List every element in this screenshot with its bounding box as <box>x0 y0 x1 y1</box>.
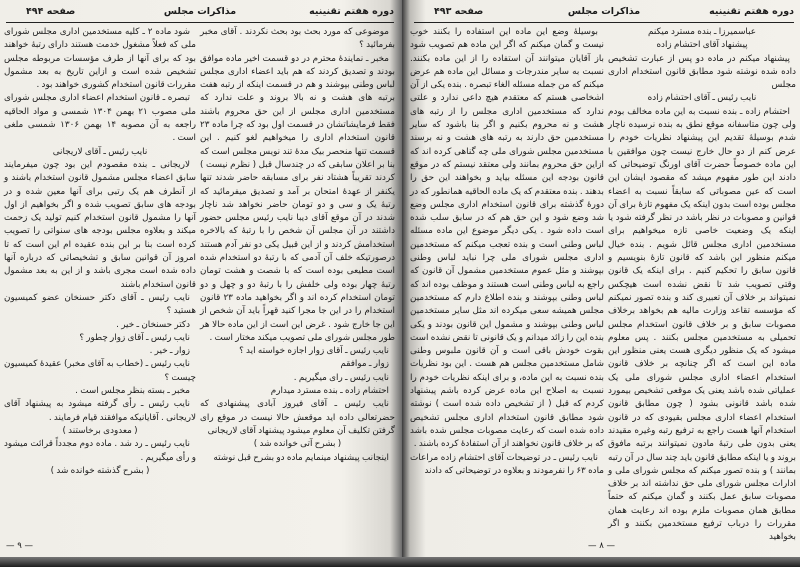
page-header <box>414 3 794 23</box>
speaker-line: عباسمیرزا ـ بنده مسترد میکنم <box>647 27 757 37</box>
speaker-line: نایب رئیس ـ رای میگیریم . <box>293 372 389 383</box>
paragraph: اینجانب پیشنهاد مینمایم ماده دو بشرح قبل نوشته <box>213 452 389 463</box>
running-title: مذاکرات مجلس <box>163 6 237 17</box>
page-number: صفحه ۴۹۳ <box>434 6 484 17</box>
scan-bottom-edge <box>0 557 800 567</box>
paragraph: لاریجانی ـ بنده مقصودم این بود چون میفرمایند سابق اعضاء مجلس مشمول قانون استخدام باشند و از آنطرف هم یک رتبی برای آنها معین شده و در بودجه های سابق تصویب شده و اگر بخواهیم از اول آنها را مشمول قانون استخدام کنیم تولید یک زحمت میکند و بعلاوه مجلس بودجه های سنواتی را تصویب کرده است بنا بر این بنده عقیده ام این است که تا امروز آن قوانین سابق و تشخیصاتی که درباره آنها داده شده است مجری باشد و از این به بعد مشمول قانون استخدام باشند <box>4 159 196 290</box>
text-column-right <box>200 26 395 465</box>
paragraph: نایب رئیس ـ در توضیحات آقای احتشام زاده مراعات ماده ۶۳ را نفرمودند و بعلاوه در توضیحاتی که دادند <box>410 452 604 476</box>
paragraph: بوسیلهٔ وضع این ماده این استفاده را بکنند خوب نیست و گمان میکنم که اگر این ماده هم تصویب شود باز آقایان میتوانند آن استفاده را از این ماده بکنند. نسبت به سایر مندرجات و مسائل این ماده هم عرض میکنم که من جمله مسئله الغاء تبصره . بنده یکی از آن اشخاصی هستم که معتقدم هیچ داعی ندارد و علتی ندارد که مستخدمین اداری مجلس را از رتبه های هشت و نه محروم بکنیم و اگر بنا باشود که سایر مستخدمین حق دارند به رتبه های هشت و نه برسند مستخدمین مجلس شورای ملی چه گناهی کرده اند که ازاین حق محروم بمانند ولی معتقد نیستم که در موقع قانون بودجه این مسئله بیاید و بخواهند این حق را بدهند . بنده معتقدم که یک ماده الحاقیه همانطور که در دورهٔ گذشته برای قانون استخدام اداری مجلس وضع شد وضع شود و این حق هم که در سابق سلب شده است داده شود . یکی دیگر موضوع این ماده مسئله لباس وطنی است و بنده تعجب میکنم که مستخدمین اداری مجلس شورای ملی چرا نباید لباس وطنی بپوشند و مثل عموم مستخدمین مشمول آن قانون که راجع به لباس وطنی است هستند و موظف بوده اند که لباس وطنی بپوشند و بنده اطلاع دارم که مستخدمین مجلس همیشه سعی میکرده اند مثل سایر مستخدمین لباس وطنی بپوشند و مشمول این قانون بودند و یکی بنده این را زائد میدانم و یک قانونی تا نقض نشده است بقوت خودش باقی است و آن قانون ملبوس وطنی شامل مستخدمین مجلس هم هست . این بود نظریات بنده نسبت به این ماده، و برای اینکه نظریات خودم را نسبت به اصلاح این ماده عرض کرده باشم پیشنهاد کردم که قبل ( از تشخیص داده شده است ) نوشته شود مطابق قانون استخدام اداری مجلس تشخیص داده شده است که رعایت مصوبات مجلس شده باشد که بر خلاف قانون نخواهند از آن استفادهٔ کرده باشند . <box>410 27 604 450</box>
speaker-line: نایب رئیس ـ آقای دکتر حسنخان عضو کمیسیون هستید ؟ <box>4 292 196 317</box>
speaker-line: مخبر ـ بسته بنظر مجلس است . <box>75 386 190 397</box>
page-footer-number: — ۸ — <box>588 541 615 551</box>
text-column-left <box>4 26 196 478</box>
page-header <box>6 3 394 23</box>
page-footer-number: — ۹ — <box>6 541 33 551</box>
text-column-left <box>410 26 604 478</box>
procedural-note: ( بشرح گذشته خوانده شد ) <box>50 465 150 476</box>
volume-label: دوره هفتم تقنینیه <box>309 6 394 17</box>
paragraph: موضوعی که مورد بحث بود بحث نکردند . آقای مخبر بفرمائید ؟ <box>200 27 395 51</box>
page-493 <box>402 0 800 557</box>
paragraph: احتشام زاده ـ بنده نسبت به این ماده مخالف بودم ولی چون متاسفانه موقع نطق به بنده نرسیده ناچار شدم بوسیلهٔ تقدیم این پیشنهاد نظریات خودم را عرض کنم از دو حال خارج نیست چون موافقین با این ماده خصوصاً حضرت آقای اورنگ توضیحاتی که دادند این طور مفهوم میشد که مقصود ایشان این است که عین مصوباتی که سابقاً نسبت به اعضاء مجلس بوده است بدون اینکه یک مفهوم تازهٔ برای آن قوانین و مصوبات در نظر باشد در نظر گرفته شود یا اینکه یک وضعیت خاصی تازه میخواهیم برای مستخدمین اداری مجلس قائل شویم . بنده خیال میکنم منظور این باشد که قانون تازهٔ بنویسیم و قانون سابق را تحکیم کنیم . برای اینکه یک قانون وقتی تصویب شد تا نقض نشده است هیچکس نمیتواند بر خلاف آن تعبیری کند و بنده تصور نمیکنم که مؤسسه تقاعد وزارت مالیه هم بخواهد برخلاف مصوبات سابق و بر خلاف قانون استخدام مجلس تحمیلی به مستخدمین مجلس بکنند . پس معلوم میشود که یک منظور دیگری هست یعنی منظور این ماده این است که اگر چنانچه بر خلاف قانون استخدام اعضاء اداری مجلس شورای ملی یک عملیاتی شده باشد یعنی یک موقعی تشخیص بیمورد شده باشد قانونی بشود ( چون مطابق قانون استخدام اعضاء اداری مجلس بقیودی که در قانون استخدام آنها هست راجع به ترفیع رتبه وغیره مقیدند یعنی بدون طی رتبهٔ مادون نمیتوانند برتبه مافوق بروند و یا اینکه مطابق قانون باید چند سال در آن رتبه بمانند ) و بنده تصور میکنم که مجلس شورای ملی و ادارات مجلس شورای ملی حق نداشته اند بر خلاف مصوبات سابق عمل بکنند و گمان میکنم که حتماً مطابق همان مصوبات ملزم بوده اند رعایت همان مقررات را درباب ترفیع مستخدمین بکنند و اگر بخواهید <box>608 106 796 543</box>
paragraph: مخبر ـ نمایندهٔ محترم در دو قسمت اخیر ماده موافق بودند و تصدیق کردند که هم باید اعضاء اداری مجلس لباس وطنی بپوشند و هم در قسمت اینکه از رتبه هفت برتبه های هشت و نه بالا بروند و علت ندارد که مستخدمین اداری مجلس از این حق محروم باشند فقط فرمایشاتشان در قسمت اول بود که چرا ماده ۲۳ قانون استخدام اداری را میخواهیم لغو کنیم . این قسمت تنها منحصر بیک مدهٔ تند نویس مجلس است که بنا بر اعلان سابقی که در چندسال قبل ( نظرم نیست ) کردند تقریباً هشتاد نفر برای مسابقه حاضر شدند تنها یکنفر از عهدهٔ امتحان بر آمد و تصدیق میفرمائید که رتبهٔ یک و سی و دو تومان حاضر نخواهد شد ناچار شدند در آن موقع آقای دیبا نایب رئیس مجلس حضور داشتند در آن مجلس آن شخص را با رتبهٔ که بالاخره استخدامش کردند و از این قبیل یکی دو نفر آدم هستند درصورتیکه خلف آن آدمی که با رتبهٔ دو استخدام شده است مطیعی بوده است که با شصت و هشت تومان رتبهٔ چهار بوده ولی خلفش را با رتبهٔ دو و چهل و دو تومان استخدام کرده اند و اگر بخواهید ماده ۲۳ قانون استخدام را در این جا مجرا کنید قهراً باید آن شخص از این جا خارج شود . غرض این است از این ماده حالا هر طور مجلس شورای ملی تصویب میکند مختار است . <box>200 53 395 343</box>
running-title: مذاکرات مجلس <box>567 6 641 17</box>
speaker-line: نایب رئیس ـ آقای زوار چطور ؟ <box>79 332 190 343</box>
page-number: صفحه ۴۹۴ <box>26 6 76 17</box>
text-column-right <box>608 26 796 545</box>
speaker-line: زوار ـ موافقم <box>340 359 389 370</box>
volume-label: دوره هفتم تقنینیه <box>709 6 794 17</box>
speaker-line: نایب رئیس ـ آقای لاریجانی <box>52 146 148 157</box>
speaker-line: دکتر حسنخان ـ خیر . <box>116 319 190 330</box>
speaker-line: نایب رئیس ـ (خطاب به آقای مخبر) عقیدهٔ کمیسیون چیست ؟ <box>4 359 196 383</box>
speaker-line: نایب رئیس ـ آقای زوار اجازه خواسته اید ؟ <box>239 346 389 357</box>
speaker-line: نایب رئیس ـ آقای احتشام زاده <box>647 93 757 104</box>
speaker-line: احتشام زاده ـ بنده مسترد میدارم <box>270 386 389 397</box>
paragraph: شود ماده ۲ ـ کلیه مستخدمین اداری مجلس شورای ملی که فعلاً مشغول خدمت هستند دارای رتبهٔ خواهند بود که برای آنها از طرف مؤسسات مربوطه مجلس تشخیص شده است و ازاین تاریخ به بعد مشمول مقررات قانون استخدام کشوری خواهند بود . <box>4 27 196 91</box>
paragraph: تبصره ـ قانون استخدام اعضاء اداری مجلس شورای ملی مصوب ۲۱ بهمن ۱۳۰۴ شمسی و مواد الحاقیه راجعه به آن مصوبه ۱۴ بهمن ۱۳۰۶ شمسی ملغی است . <box>4 93 196 144</box>
proposal-heading: پیشنهاد آقای احتشام زاده <box>656 40 748 51</box>
paragraph: پیشنهاد میکنم در ماده دو پس از عبارت تشخیص داده شده نوشته شود مطابق قانون استخدام اداری مجلس <box>608 53 796 91</box>
speaker-line: زوار ـ خیر . <box>149 346 190 357</box>
procedural-note: ( بشرح آتی خوانده شد ) <box>253 439 342 450</box>
paragraph: نایب رئیس ـ رأی گرفته میشود به پیشنهاد آقای لاریجانی . آقایانیکه موافقند قیام فرمایند . <box>4 399 196 423</box>
paragraph: نایب رئیس ـ آقای فیروز آبادی پیشنهادی که حضرتعالی داده اید موقعش حالا نیست در موقع رای گرفتن تکلیف آن معلوم میشود پیشنهاد آقای لاریجانی <box>200 399 395 436</box>
paragraph: نایب رئیس ـ رد شد . ماده دوم مجدداً قرائت میشود و رأی میگیریم . <box>4 439 196 463</box>
page-494 <box>0 0 402 557</box>
procedural-note: ( معدودی برخاستند ) <box>62 425 138 436</box>
